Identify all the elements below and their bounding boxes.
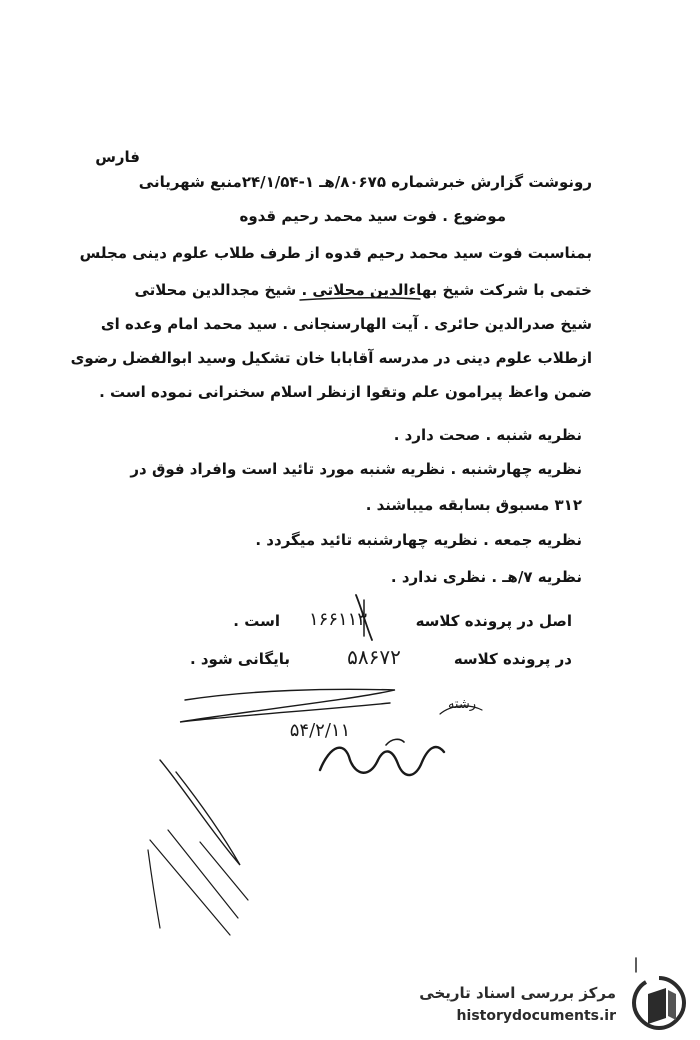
original-filing-prefix: اصل در پرونده کلاسه — [415, 612, 572, 630]
opinion-saturday: نظریه شنبه . صحت دارد . — [393, 426, 582, 444]
body-line-1: بمناسبت فوت سید محمد رحیم قدوه از طرف طلاب علوم دینی مجلس — [79, 244, 592, 262]
province-heading: فارس — [95, 148, 140, 166]
subject-line: موضوع . فوت سید محمد رحیم قدوه — [239, 207, 506, 225]
archive-logo-icon — [630, 974, 688, 1032]
watermark-title: مرکز بررسی اسناد تاریخی — [419, 984, 616, 1002]
body-line-5: ضمن واعظ پیرامون علم وتقوا ازنظر اسلام سخنرانی نموده است . — [99, 383, 592, 401]
handwritten-note: رشته — [447, 697, 477, 712]
report-reference-line: رونوشت گزارش خبرشماره ۸۰۶۷۵/هـ ۱-۲۴/۱/۵۴منبع شهریانی — [138, 173, 592, 191]
archive-watermark — [402, 968, 692, 1034]
body-line-4: ازطلاب علوم دینی در مدرسه آقابابا خان تشکیل وسید ابوالفضل رضوی — [70, 349, 592, 367]
watermark-url: historydocuments.ir — [456, 1008, 616, 1024]
opinion-wednesday-continued: ۳۱۲ مسبوق بسابقه میباشند . — [365, 496, 582, 514]
handwritten-file-number-2: ۵۸۶۷۲ — [347, 645, 401, 669]
copy-filing-suffix: بایگانی شود . — [189, 650, 290, 668]
copy-filing-prefix: در پرونده کلاسه — [453, 650, 572, 668]
handwritten-file-number-1: ۱۶۶۱۱۳ — [308, 609, 368, 630]
opinion-wednesday: نظریه چهارشنبه . نظریه شنبه مورد تائید است وافراد فوق در — [130, 460, 582, 478]
original-filing-suffix: است . — [233, 612, 280, 630]
opinion-seven-h: نظریه ۷/هـ . نظری ندارد . — [390, 568, 582, 586]
handwritten-date: ۵۴/۲/۱۱ — [289, 720, 351, 741]
body-line-2: ختمی با شرکت شیخ بهاءالدین محلاتی . شیخ مجدالدین محلاتی — [134, 281, 592, 299]
body-line-3: شیخ صدرالدین حائری . آیت الهارسنجانی . سید محمد امام وعده ای — [100, 315, 592, 333]
opinion-friday: نظریه جمعه . نظریه چهارشنبه تائید میگردد . — [255, 531, 582, 549]
